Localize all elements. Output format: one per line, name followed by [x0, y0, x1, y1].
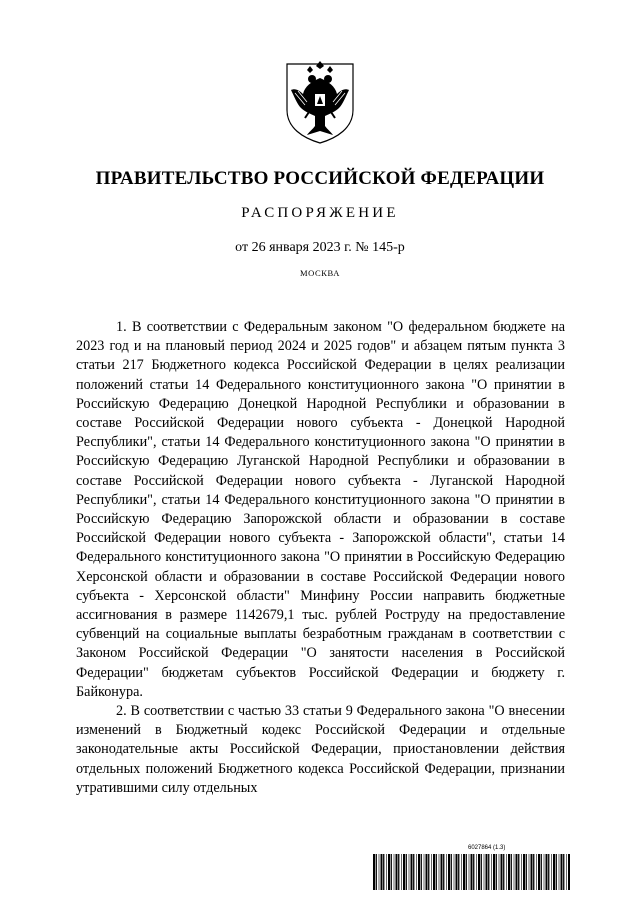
document-type: РАСПОРЯЖЕНИЕ	[241, 205, 399, 221]
paragraph-2: 2. В соответствии с частью 33 статьи 9 Федерального закона "О внесении изменений в Бюджетный кодекс Российской Федерации и отдельные законодательные акты Российской Федерации, приостановлении действия отдельных положений Бюджетного кодекса Российской Федерации, признании утратившими силу отдельных	[76, 703, 565, 796]
document-date-number: от 26 января 2023 г. № 145-р	[235, 240, 405, 255]
russian-eagle-emblem-icon	[285, 60, 355, 144]
document-body	[76, 318, 565, 798]
document-city: МОСКВА	[299, 268, 340, 278]
barcode-block	[372, 845, 572, 895]
barcode-caption: 6027864 (1.3)	[468, 845, 506, 851]
government-title: ПРАВИТЕЛЬСТВО РОССИЙСКОЙ ФЕДЕРАЦИИ	[95, 168, 545, 189]
paragraph-1: 1. В соответствии с Федеральным законом "О федеральном бюджете на 2023 год и на плановый период 2024 и 2025 годов" и абзацем пятым пункта 3 статьи 217 Бюджетного кодекса Российской Федерации в целях реализации положений статьи 14 Федерального конституционного закона "О принятии в Российскую Федерацию Донецкой Народной Республики и образовании в составе Российской Федерации нового субъекта - Донецкой Народной Республики", статьи 14 Федерального конституционного закона "О принятии в Российскую Федерацию Луганской Народной Республики и образовании в составе Российской Федерации нового субъекта - Луганской Народной Республики", статьи 14 Федерального конституционного закона "О принятии в Российскую Федерацию Запорожской области и образовании в составе Российской Федерации нового субъекта - Запорожской области", статьи 14 Федерального конституционного закона "О принятии в Российскую Федерацию Херсонской области и образовании в составе Российской Федерации нового субъекта - Херсонской области" Минфину России направить бюджетные ассигнования в размере 1142679,1 тыс. рублей Роструду на предоставление субвенций на социальные выплаты безработным гражданам в соответствии с Законом Российской Федерации "О занятости населения в Российской Федерации" бюджетам субъектов Российской Федерации и бюджету г. Байконура.	[76, 319, 565, 700]
barcode-icon	[372, 854, 572, 890]
